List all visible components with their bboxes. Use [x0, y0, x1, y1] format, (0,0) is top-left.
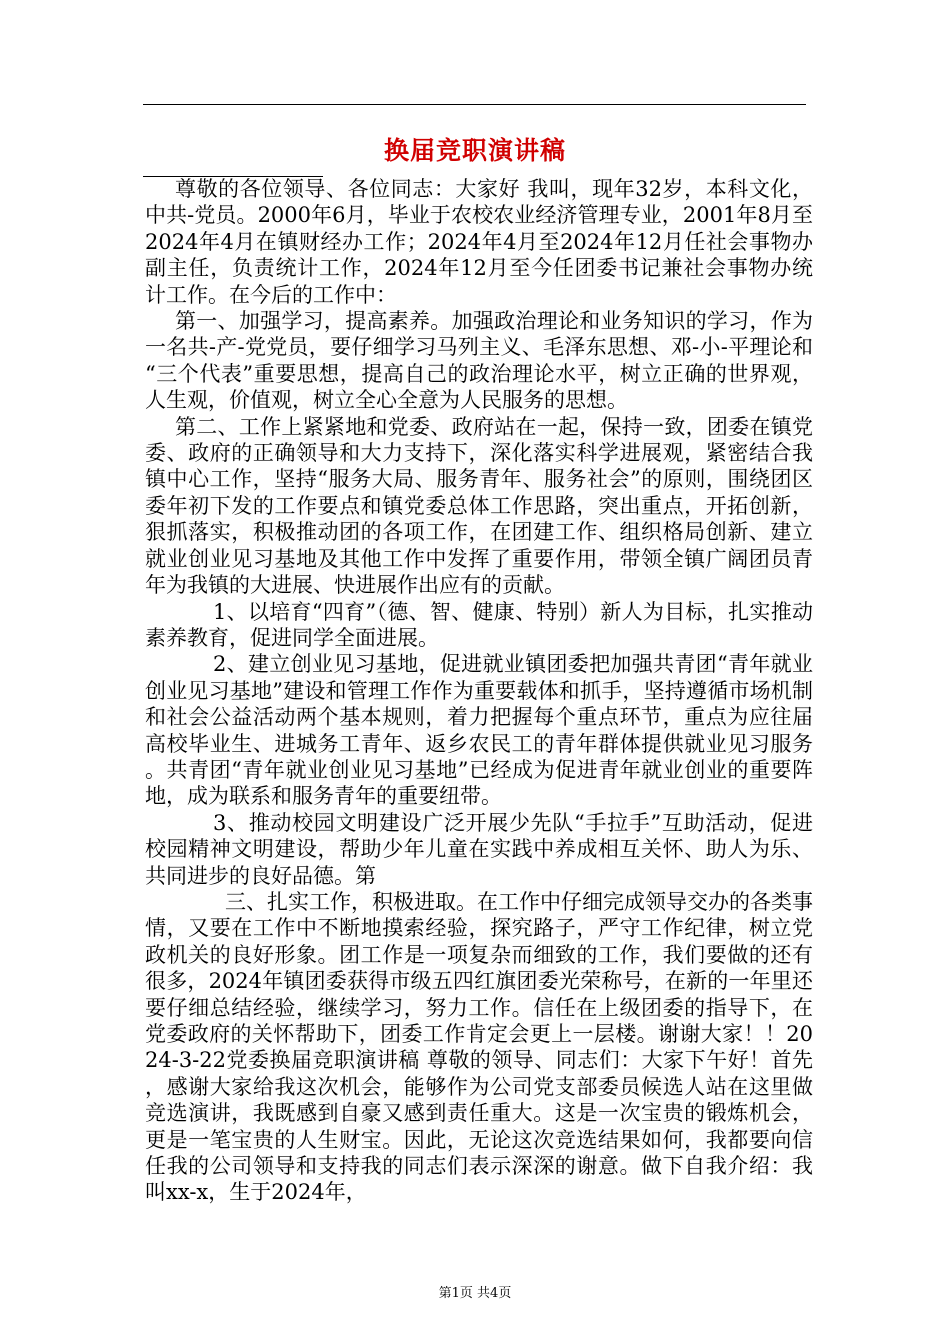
page-number-footer: 第1页 共4页 [438, 1286, 512, 1301]
list-item-3: 3、推动校园文明建设广泛开展少先队“手拉手”互助活动，促进校园精神文明建设，帮助少年儿童在实践中养成相互关怀、助人为乐、共同进步的良好品德。第 [145, 810, 813, 888]
list-item-1: 1、以培育“四育”（德、智、健康、特别）新人为目标，扎实推动素养教育，促进同学全面进展。 [145, 599, 813, 650]
document-body [145, 176, 813, 1206]
document-title: 换届竞职演讲稿 [383, 136, 566, 165]
paragraph-point-three: 三、扎实工作，积极进取。在工作中仔细完成领导交办的各类事情，又要在工作中不断地摸索经验，探究路子，严守工作纪律，树立党政机关的良好形象。团工作是一项复杂而细致的工作，我们要做的还有很多，2024年镇团委获得市级五四红旗团委光荣称号，在新的一年里还要仔细总结经验，继续学习，努力工作。信任在上级团委的指导下，在党委政府的关怀帮助下，团委工作肯定会更上一层楼。谢谢大家！！2024-3-22党委换届竞职演讲稿 尊敬的领导、同志们：大家下午好！首先，感谢大家给我这次机会，能够作为公司党支部委员候选人站在这里做竞选演讲，我既感到自豪又感到责任重大。这是一次宝贵的锻炼机会，更是一笔宝贵的人生财宝。因此，无论这次竞选结果如何，我都要向信任我的公司领导和支持我的同志们表示深深的谢意。做下自我介绍：我叫xx-x，生于2024年， [145, 889, 813, 1205]
list-item-2: 2、建立创业见习基地，促进就业镇团委把加强共青团“青年就业创业见习基地”建设和管理工作作为重要载体和抓手，坚持遵循市场机制和社会公益活动两个基本规则，着力把握每个重点环节，重点为应往届高校毕业生、进城务工青年、返乡农民工的青年群体提供就业见习服务。共青团“青年就业创业见习基地”已经成为促进青年就业创业的重要阵地，成为联系和服务青年的重要纽带。 [145, 652, 813, 809]
paragraph-point-one: 第一、加强学习，提高素养。加强政治理论和业务知识的学习，作为一名共-产-党党员，要仔细学习马列主义、毛泽东思想、邓-小-平理论和“三个代表”重要思想，提高自己的政治理论水平，树立正确的世界观，人生观，价值观，树立全心全意为人民服务的思想。 [145, 309, 813, 413]
paragraph-point-two: 第二、工作上紧紧地和党委、政府站在一起，保持一致，团委在镇党委、政府的正确领导和大力支持下，深化落实科学进展观，紧密结合我镇中心工作，坚持“服务大局、服务青年、服务社会”的原则，围绕团区委年初下发的工作要点和镇党委总体工作思路，突出重点，开拓创新，狠抓落实，积极推动团的各项工作，在团建工作、组织格局创新、建立就业创业见习基地及其他工作中发挥了重要作用，带领全镇广阔团员青年为我镇的大进展、快进展作出应有的贡献。 [145, 414, 813, 598]
header-rule [143, 104, 806, 105]
paragraph-greeting: 尊敬的各位领导、各位同志：大家好 我叫，现年32岁，本科文化，中共-党员。2000年6月，毕业于农校农业经济管理专业，2001年8月至2024年4月在镇财经办工作；2024年4月至2024年12月任社会事物办副主任，负责统计工作，2024年12月至今任团委书记兼社会事物办统计工作。在今后的工作中： [145, 177, 813, 307]
